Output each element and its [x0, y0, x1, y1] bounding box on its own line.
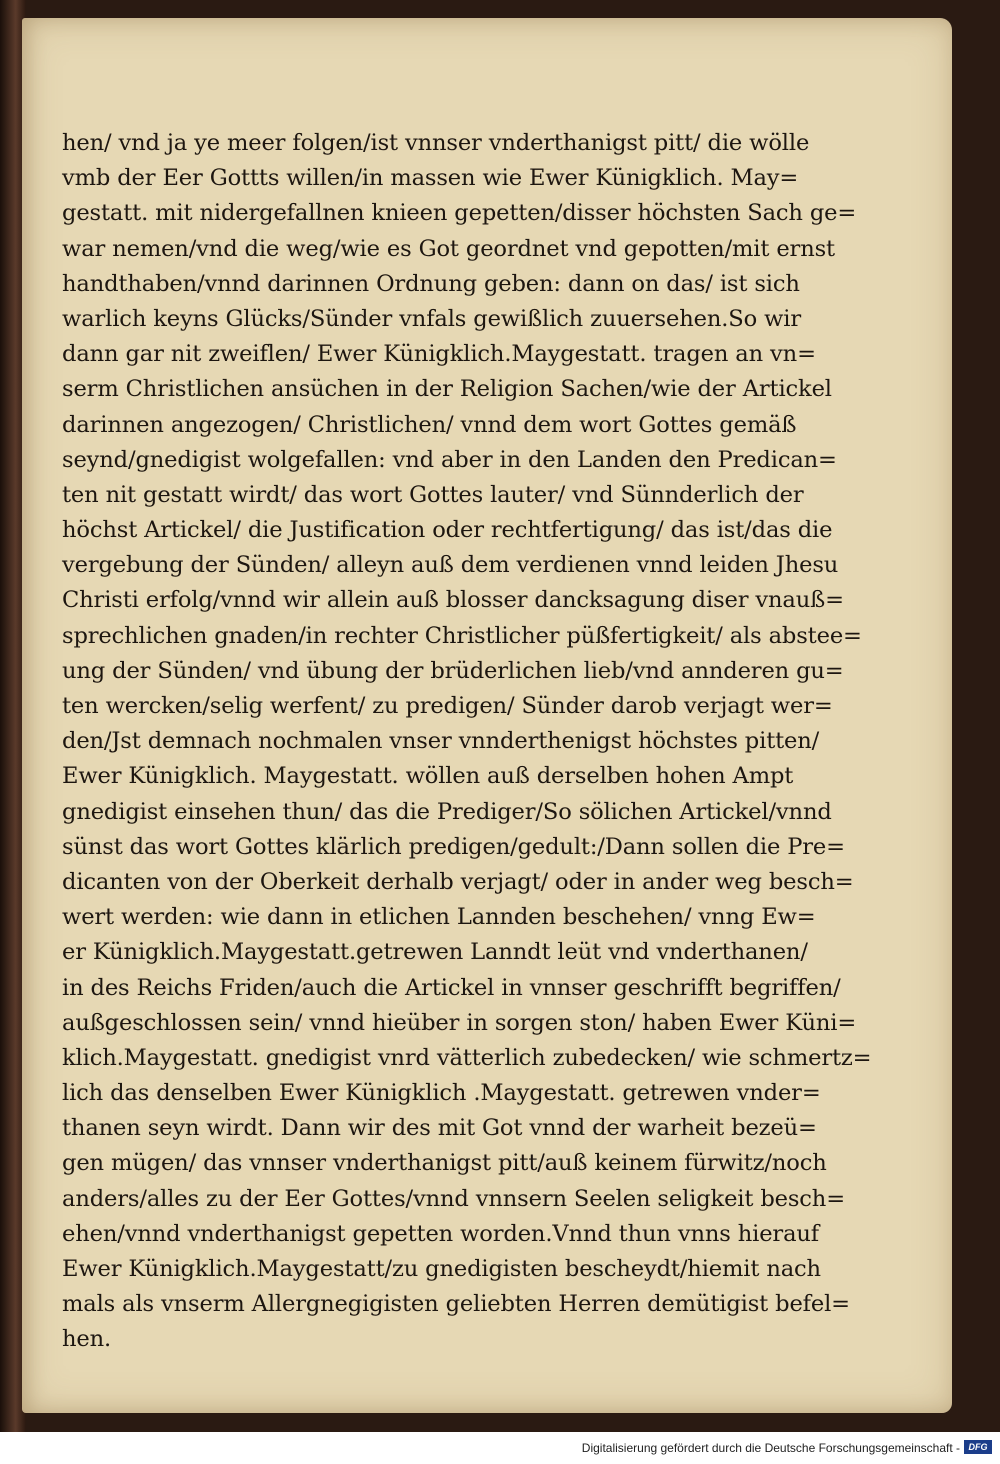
footer-bar	[0, 1432, 1000, 1464]
text-line: ten wercken/selig werfent/ zu predigen/ Sünder darob verjagt wer=	[62, 693, 833, 719]
text-line: ten nit gestatt wirdt/ das wort Gottes lauter/ vnd Sünnderlich der	[62, 481, 804, 508]
text-line: Christi erfolg/vnnd wir allein auß blosser dancksagung diser vnauß=	[62, 587, 844, 614]
text-line: darinnen angezogen/ Christlichen/ vnnd dem wort Gottes gemäß	[62, 411, 797, 438]
text-line: seynd/gnedigist wolgefallen: vnd aber in den Landen den Predican=	[62, 446, 837, 473]
text-line: in des Reichs Friden/auch die Artickel in vnnser geschrifft begriffen/	[62, 974, 841, 1001]
text-line: dicanten von der Oberkeit derhalb verjagt/ oder in ander weg besch=	[62, 868, 854, 895]
text-line: vmb der Eer Gottts willen/in massen wie Ewer Künigklich. May=	[62, 165, 799, 192]
text-line: serm Christlichen ansüchen in der Religion Sachen/wie der Artickel	[62, 376, 832, 403]
text-line: außgeschlossen sein/ vnnd hieüber in sorgen ston/ haben Ewer Küni=	[62, 1009, 857, 1036]
text-line: hen/ vnd ja ye meer folgen/ist vnnser vnderthanigst pitt/ die wölle	[62, 130, 810, 156]
text-line: Ewer Künigklich.Maygestatt/zu gnedigisten bescheydt/hiemit nach	[62, 1256, 821, 1282]
text-line: hen.	[62, 1326, 112, 1353]
text-line: vergebung der Sünden/ alleyn auß dem verdienen vnnd leiden Jhesu	[62, 552, 839, 579]
dfg-logo-icon: DFG	[964, 1440, 992, 1454]
text-line: thanen seyn wirdt. Dann wir des mit Got vnnd der warheit bezeü=	[62, 1115, 817, 1142]
text-line: er Künigklich.Maygestatt.getrewen Lanndt leüt vnd vnderthanen/	[62, 939, 808, 966]
text-line: gen mügen/ das vnnser vnderthanigst pitt/auß keinem fürwitz/noch	[62, 1150, 827, 1177]
text-line: gestatt. mit nidergefallnen knieen gepetten/disser höchsten Sach ge=	[62, 200, 857, 227]
text-line: handthaben/vnnd darinnen Ordnung geben: dann on das/ ist sich	[62, 270, 800, 297]
text-line: gnedigist einsehen thun/ das die Prediger/So sölichen Artickel/vnnd	[62, 798, 832, 825]
text-line: sünst das wort Gottes klärlich predigen/gedult:/Dann sollen die Pre=	[62, 833, 845, 860]
text-line: warlich keyns Glücks/Sünder vnfals gewißlich zuuersehen.So wir	[62, 305, 801, 332]
text-line: ung der Sünden/ vnd übung der brüderlichen lieb/vnd annderen gu=	[62, 657, 844, 684]
funding-credit: Digitalisierung gefördert durch die Deutsche Forschungsgemeinschaft -	[581, 1441, 960, 1455]
text-line: anders/alles zu der Eer Gottes/vnnd vnnsern Seelen seligkeit besch=	[62, 1185, 845, 1212]
text-line: lich das denselben Ewer Künigklich .Maygestatt. getrewen vnder=	[62, 1080, 821, 1107]
text-line: war nemen/vnd die weg/wie es Got geordnet vnd gepotten/mit ernst	[62, 235, 835, 262]
text-line: ehen/vnnd vnderthanigst gepetten worden.Vnnd thun vnns hierauf	[62, 1220, 820, 1247]
paper-page	[22, 18, 952, 1413]
text-line: höchst Artickel/ die Justification oder rechtfertigung/ das ist/das die	[62, 517, 833, 544]
text-line: Ewer Künigklich. Maygestatt. wöllen auß derselben hohen Ampt	[62, 763, 794, 790]
body-text	[62, 126, 902, 1358]
text-line: mals als vnserm Allergnegigisten geliebten Herren demütigist befel=	[62, 1291, 850, 1318]
text-line: klich.Maygestatt. gnedigist vnrd vätterlich zubedecken/ wie schmertz=	[62, 1044, 872, 1071]
text-line: wert werden: wie dann in etlichen Lannden beschehen/ vnng Ew=	[62, 904, 816, 931]
text-line: sprechlichen gnaden/in rechter Christlicher püßfertigkeit/ als abstee=	[62, 622, 862, 649]
text-line: den/Jst demnach nochmalen vnser vnnderthenigst höchstes pitten/	[62, 728, 820, 755]
text-line: dann gar nit zweiflen/ Ewer Künigklich.Maygestatt. tragen an vn=	[62, 341, 816, 368]
